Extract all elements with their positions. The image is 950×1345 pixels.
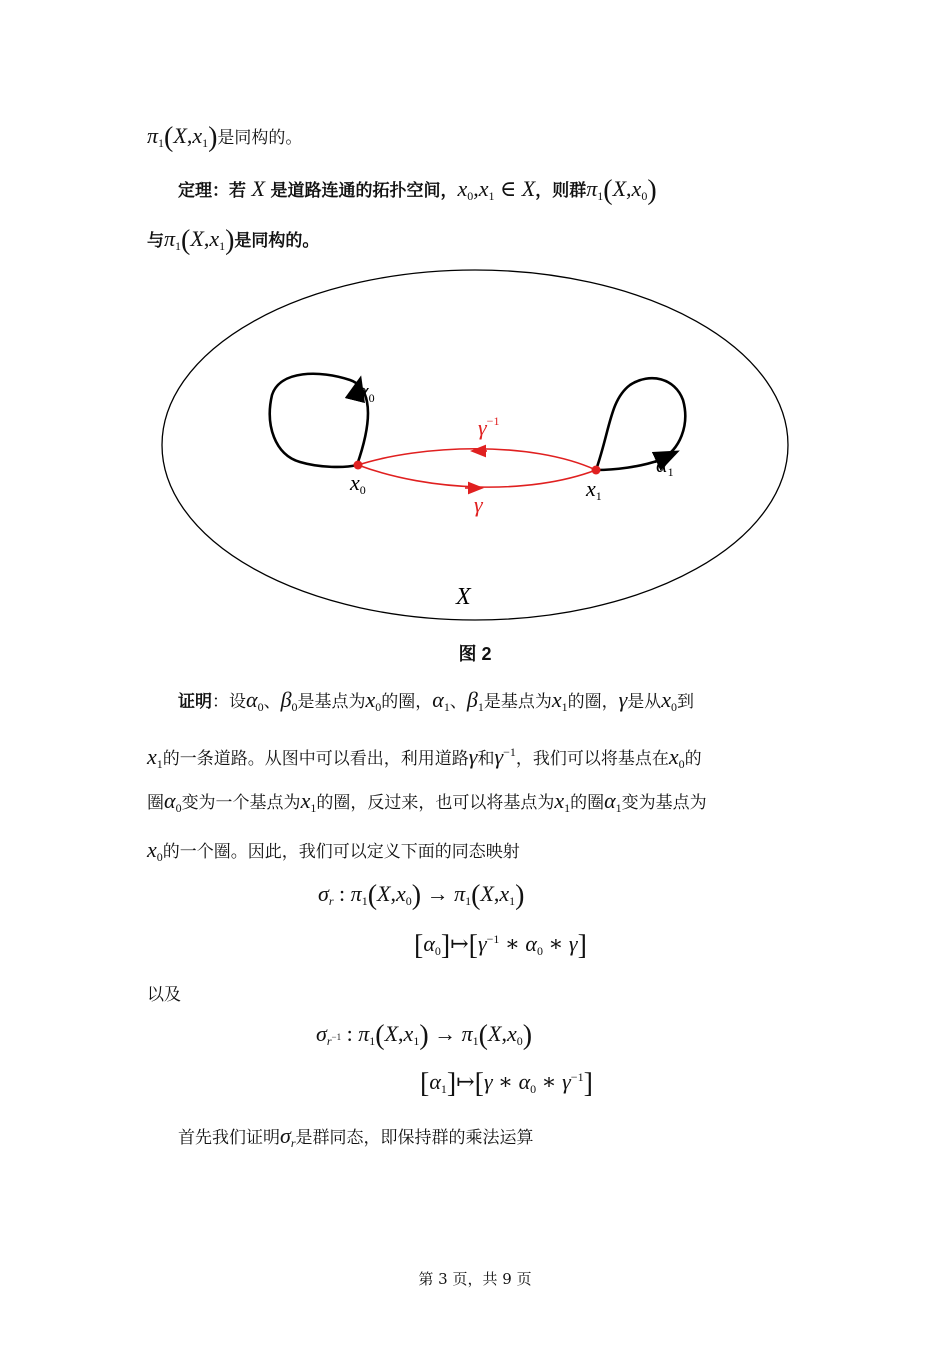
theorem-line-2: 与$\pi_1(X,x_1)$是同构的。: [147, 225, 320, 256]
equation-sigma-r-rule: $[\alpha_0]↦[\gamma^{-1}$ ∗ $\alpha_0$ ∗ γ]: [414, 930, 587, 961]
loop-alpha0: [270, 374, 368, 467]
figure-diagram: [0, 0, 950, 640]
label-space-x: X: [456, 584, 471, 610]
label-alpha0: α0: [357, 378, 375, 405]
space-ellipse: [162, 270, 788, 620]
equation-sigma-r-map: $\sigma_r$ : $\pi_1(X,x_0) \to \pi_1(X,x_1)$: [318, 880, 525, 911]
label-gamma-inverse: $\gamma^{-1}$: [478, 414, 500, 440]
equation-sigma-rinv-map: $\sigma_{r^{-1}}$ : $\pi_1(X,x_1) \to \pi_1(X,x_0)$: [316, 1020, 533, 1051]
theorem-label: 定理：: [178, 181, 229, 201]
figure-caption: 图 2: [458, 644, 492, 664]
loop-alpha1: [596, 378, 685, 470]
point-x0: [354, 461, 363, 470]
label-gamma: γ: [474, 492, 483, 517]
closing-line: 首先我们证明$\sigma_r$是群同态，即保持群的乘法运算: [178, 1123, 534, 1150]
path-gamma: [358, 465, 596, 487]
point-x1: [592, 466, 601, 475]
proof-line-4: $x_0$的一个圈。因此，我们可以定义下面的同态映射: [147, 837, 520, 864]
label-x0: x0: [350, 470, 366, 497]
and-text: 以及: [147, 985, 181, 1005]
equation-sigma-rinv-rule: $[\alpha_1]↦[\gamma$ ∗ $\alpha_0$ ∗ $\gamma^{-1}$]: [420, 1068, 593, 1099]
proof-line-2: $x_1$的一条道路。从图中可以看出，利用道路γ和$\gamma^{-1}$，我们可以将基点在$x_0$的: [147, 744, 702, 771]
path-gamma-inverse: [358, 449, 596, 470]
label-x1: x1: [586, 476, 602, 503]
page-footer: 第 3 页，共 9 页: [418, 1270, 532, 1288]
proof-line-1: 证明：设$\alpha_0$、$\beta_0$是基点为$x_0$的圈，$\alpha_1$、$\beta_1$是基点为$x_1$的圈，γ是从$x_0$到: [178, 687, 695, 714]
proof-line-3: 圈$\alpha_0$变为一个基点为$x_1$的圈，反过来，也可以将基点为$x_1$的圈$\alpha_1$变为基点为: [147, 788, 707, 815]
proof-label: 证明: [178, 692, 212, 712]
label-alpha1: α1: [656, 452, 674, 479]
intro-suffix: 是同构的。: [217, 128, 303, 148]
intro-line: $\pi_1(X,x_1)$是同构的。: [147, 122, 303, 153]
theorem-line-1: 定理：若 X 是道路连通的拓扑空间，$x_0,x_1$ ∈ X，则群$\pi_1(X,x_0)$: [178, 175, 657, 206]
